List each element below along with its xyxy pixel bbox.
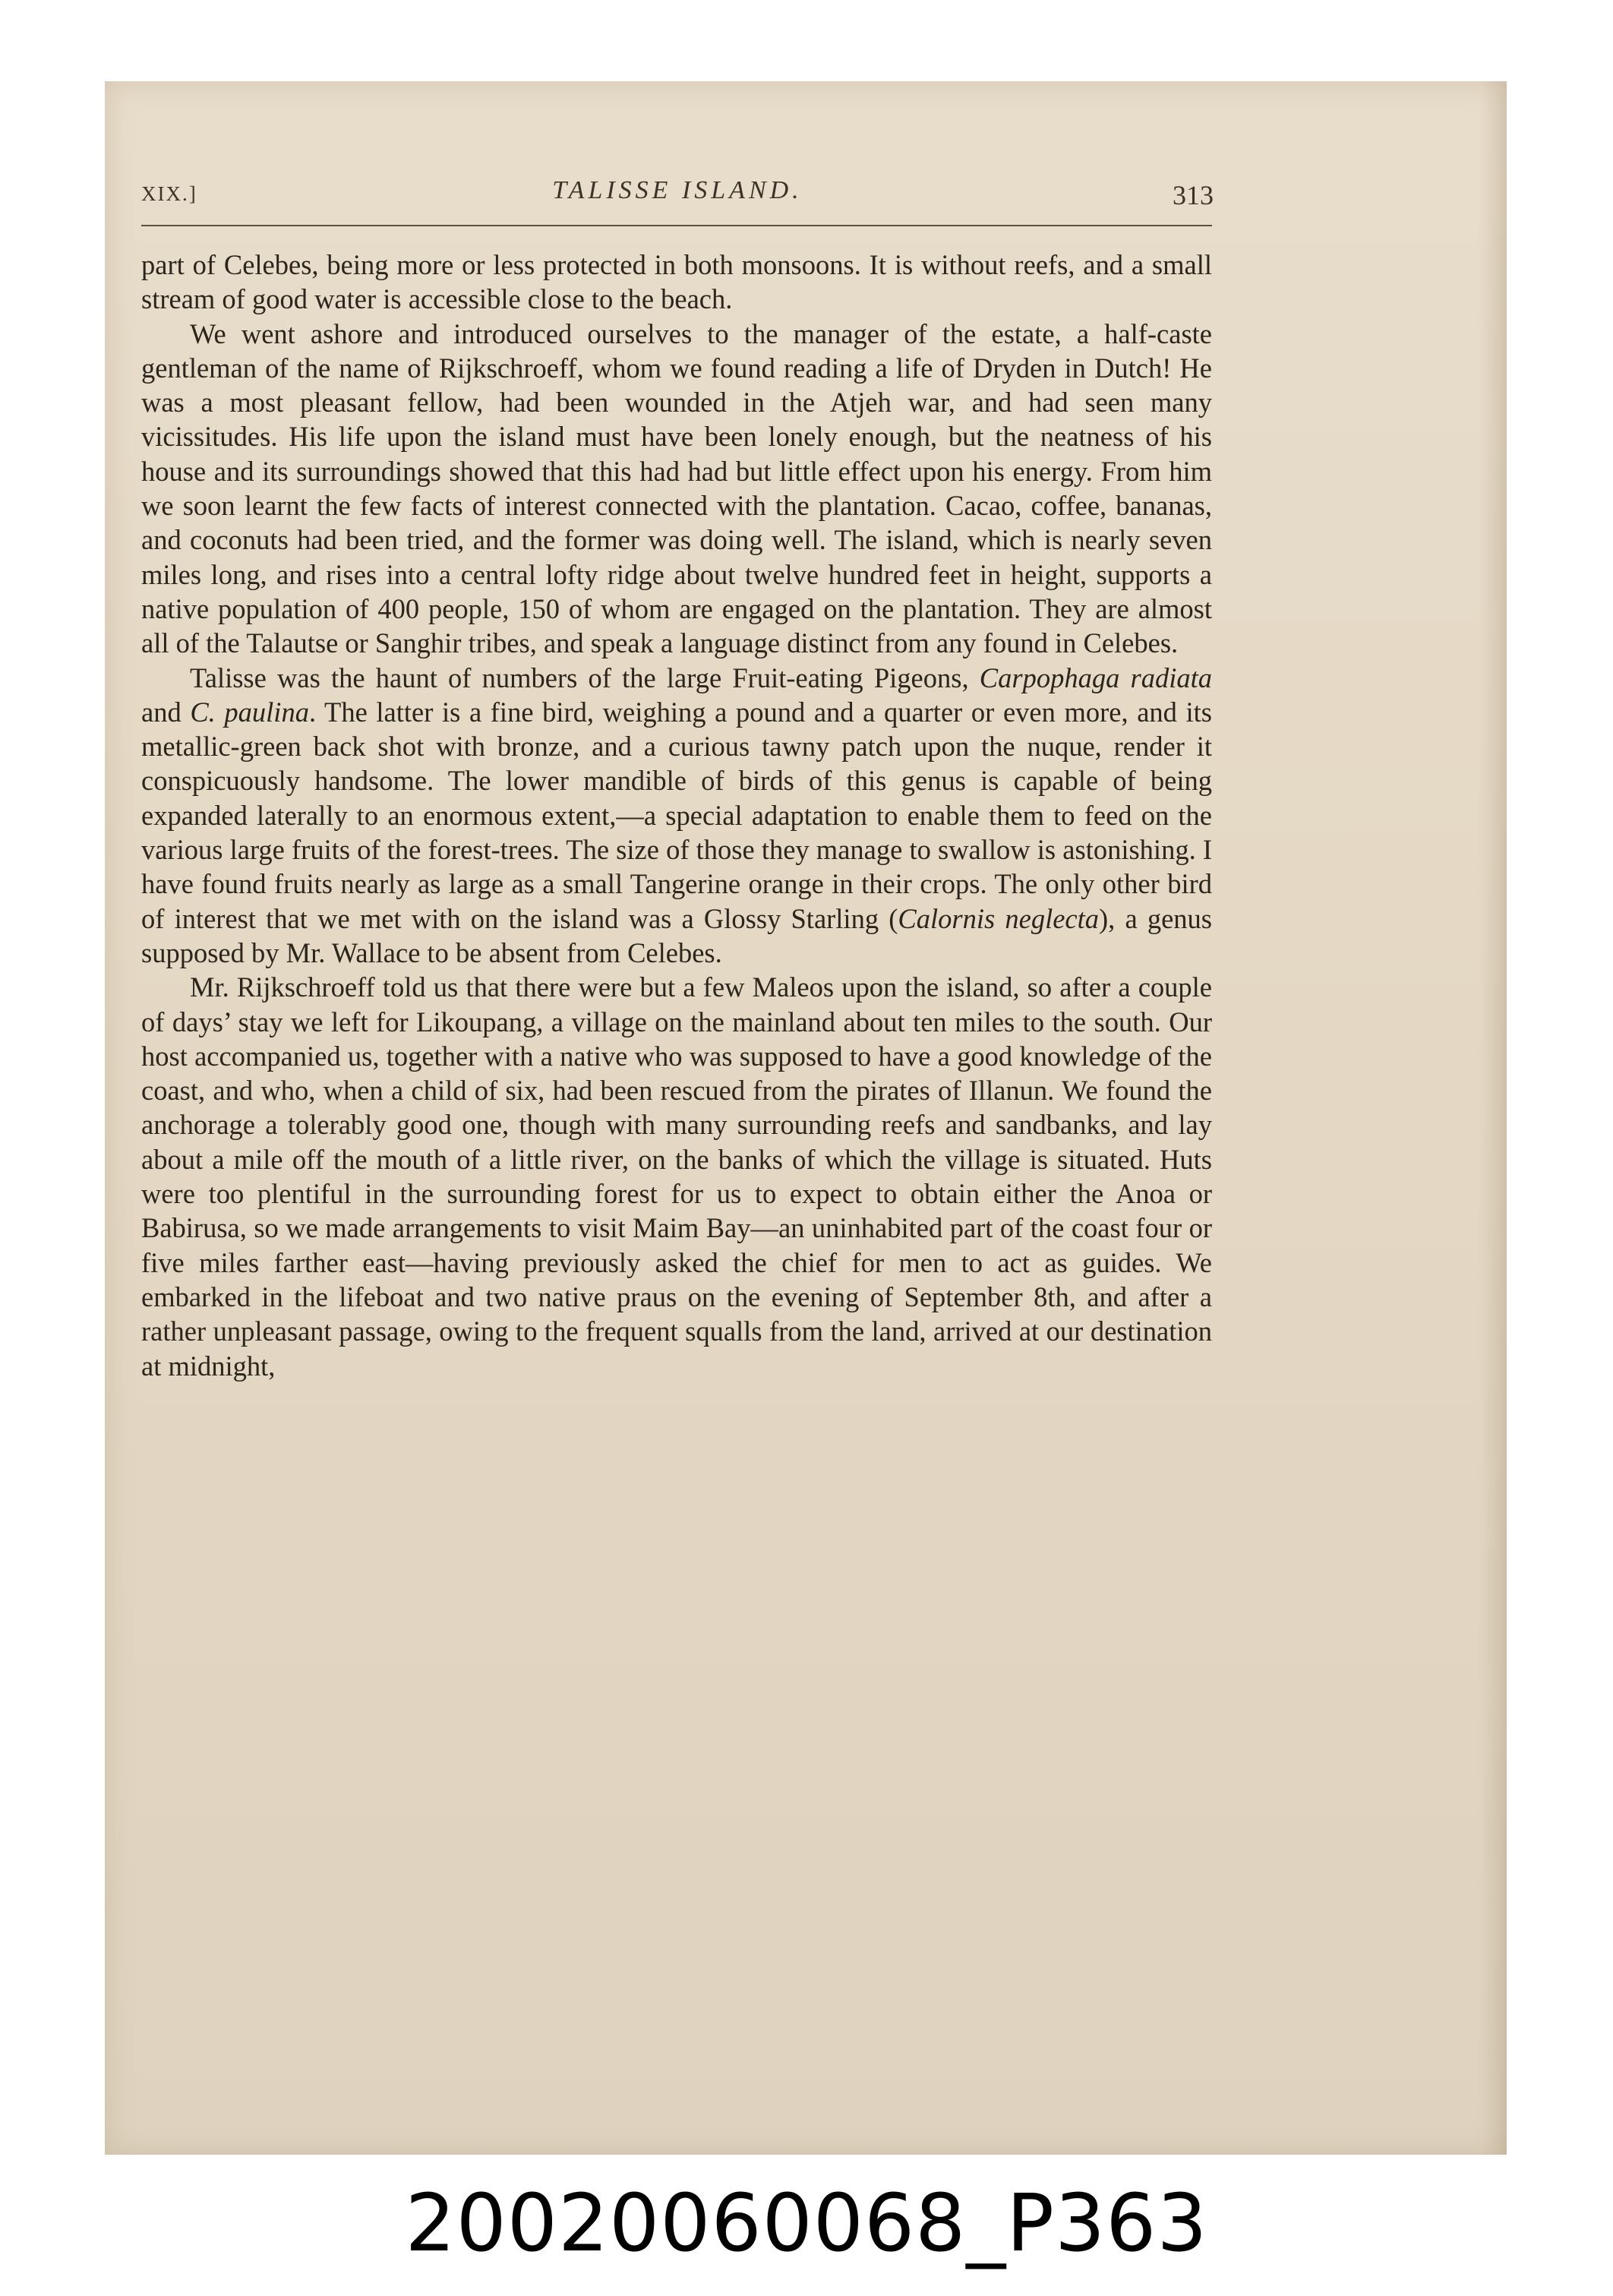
- chapter-number: XIX.]: [141, 182, 197, 205]
- text-run: Mr. Rijkschroeff told us that there were but a few Maleos upon the island, so after a couple of days’ stay we left for Likoupang, a village on the mainland about ten miles to the south. Our host accompanied us, together with a native who was supposed to have a good knowledge of the coast, and who, when a child of six, had been rescued from the pirates of Illanun. We found the anchorage a tolerably good one, though with many surrounding reefs and sandbanks, and lay about a mile off the mouth of a little river, on the banks of which the village is situated. Huts were too plentiful in the surrounding forest for us to expect to obtain either the Anoa or Babirusa, so we made arrangements to visit Maim Bay—an uninhabited part of the coast four or five miles farther east—having previously asked the chief for men to act as guides. We embarked in the lifeboat and two native praus on the evening of September 8th, and after a rather unpleasant passage, owing to the frequent squalls from the land, arrived at our destination at midnight,: [141, 971, 1212, 1382]
- running-head: [141, 173, 1214, 219]
- paragraph: [141, 248, 1212, 317]
- page-edge: [1481, 81, 1507, 2155]
- species-name: Calornis neglecta: [898, 902, 1100, 934]
- page-number: 313: [1173, 180, 1214, 210]
- species-name: C. paulina: [190, 696, 309, 728]
- text-run: Talisse was the haunt of numbers of the large Fruit-eating Pigeons,: [190, 662, 980, 693]
- text-run: We went ashore and introduced ourselves to the manager of the estate, a half-caste gentleman of the name of Rijkschroeff, whom we found reading a life of Dryden in Dutch! He was a most pleasant fellow, had been wounded in the Atjeh war, and had seen many vicissitudes. His life upon the island must have been lonely enough, but the neatness of his house and its surroundings showed that this had had but little effect upon his energy. From him we soon learnt the few facts of interest connected with the plantation. Cacao, coffee, bananas, and coconuts had been tried, and the former was doing well. The island, which is nearly seven miles long, and rises into a central lofty ridge about twelve hundred feet in height, supports a native population of 400 people, 150 of whom are engaged on the plantation. They are almost all of the Talautse or Sanghir tribes, and speak a language distinct from any found in Celebes.: [141, 317, 1212, 659]
- text-run: ), a genus supposed by Mr. Wallace to be absent from Celebes.: [141, 902, 1213, 968]
- body-text: [141, 248, 1212, 1383]
- text-run: . The latter is a fine bird, weighing a pound and a quarter or even more, and its metallic-green back shot with bronze, and a curious tawny patch upon the nuque, render it conspicuously handsome. The lower mandible of birds of this genus is capable of being expanded laterally to an enormous extent,—a special adaptation to enable them to feed on the various large fruits of the forest-trees. The size of those they manage to swallow is astonishing. I have found fruits nearly as large as a small Tangerine orange in their crops. The only other bird of interest that we met with on the island was a Glossy Starling (: [141, 696, 1212, 934]
- scan-identifier: 20020060068_P363: [405, 2177, 1208, 2269]
- paragraph: [141, 970, 1212, 1383]
- header-rule: [141, 225, 1212, 226]
- running-title: TALISSE ISLAND.: [552, 176, 803, 204]
- text-run: part of Celebes, being more or less protected in both monsoons. It is without reefs, and a small stream of good water is accessible close to the beach.: [141, 249, 1212, 315]
- paragraph: [141, 661, 1212, 971]
- paragraph: [141, 317, 1212, 661]
- species-name: Carpophaga radiata: [979, 662, 1212, 693]
- text-run: and: [141, 696, 191, 728]
